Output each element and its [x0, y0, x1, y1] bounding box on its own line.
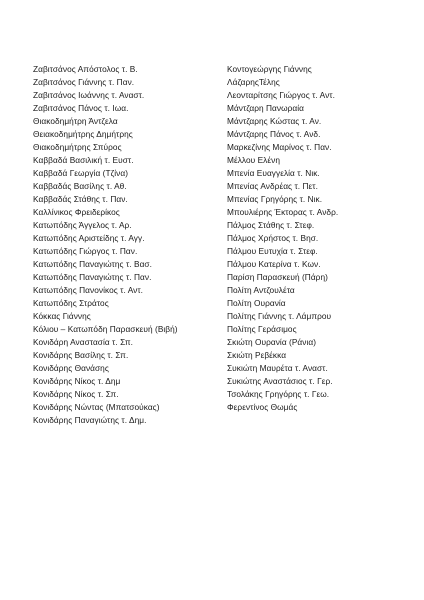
name-entry: Μέλλου Ελένη	[227, 155, 280, 165]
name-entry: Λεονταρίτσης Γιώργος τ. Αντ.	[227, 90, 335, 100]
name-entry: Θιακοδημήτρη Άντζελα	[33, 116, 118, 126]
name-entry: Κόκκας Γιάννης	[33, 311, 91, 321]
name-entry: Μπενίας Ανδρέας τ. Πετ.	[227, 181, 318, 191]
name-entry: Κατωπόδης Στράτος	[33, 298, 109, 308]
name-entry: Πολίτης Γεράσιμος	[227, 324, 297, 334]
name-entry: Κατωπόδης Πανονίκος τ. Αντ.	[33, 285, 144, 295]
name-entry: Κονιδάρης Θανάσης	[33, 363, 109, 373]
name-entry: Μαρκεζίνης Μαρίνος τ. Παν.	[227, 142, 332, 152]
name-entry: Κονιδάρης Νίκος τ. Δημ	[33, 376, 121, 386]
name-entry: Κονιδάρης Βασίλης τ. Σπ.	[33, 350, 129, 360]
name-entry: Κατωπόδης Άγγελος τ. Αρ.	[33, 220, 132, 230]
names-list-right	[227, 63, 417, 414]
names-list-left	[33, 63, 223, 427]
name-entry: Μπενία Ευαγγελία τ. Νικ.	[227, 168, 320, 178]
name-entry: Σκιώτη Ουρανία (Ράνια)	[227, 337, 317, 347]
name-entry: Ζαβιτσάνος Πάνος τ. Ιωα.	[33, 103, 129, 113]
name-entry: Κονιδάρης Νώντας (Μπατσούκας)	[33, 402, 160, 412]
name-entry: Πολίτη Αντζουλέτα	[227, 285, 295, 295]
name-entry: Μάντζαρη Πανωραία	[227, 103, 304, 113]
name-entry: Πολίτης Γιάννης τ. Λάμπρου	[227, 311, 332, 321]
name-entry: Κατωπόδης Αριστείδης τ. Αγγ.	[33, 233, 145, 243]
name-entry: Μπενίας Γρηγόρης τ. Νικ.	[227, 194, 323, 204]
name-entry: Κατωπόδης Παναγιώτης τ. Παν.	[33, 272, 152, 282]
name-entry: Καββαδάς Στάθης τ. Παν.	[33, 194, 128, 204]
name-entry: Φερεντίνος Θωμάς	[227, 402, 298, 412]
name-entry: Μπουλιέρης Έκτορας τ. Ανδρ.	[227, 207, 339, 217]
name-entry: Κατωπόδης Παναγιώτης τ. Βασ.	[33, 259, 152, 269]
name-entry: Κονιδάρη Αναστασία τ. Σπ.	[33, 337, 134, 347]
name-entry: Θιακοδημήτρης Σπύρος	[33, 142, 122, 152]
name-entry: Κονιδάρης Παναγιώτης τ. Δημ.	[33, 415, 147, 425]
name-entry: Κόλιου – Κατωπόδη Παρασκευή (Βιβή)	[33, 324, 178, 334]
name-entry: Μάντζαρης Κώστας τ. Αν.	[227, 116, 322, 126]
name-entry: Κοντογεώργης Γιάννης	[227, 64, 312, 74]
name-entry: Πάλμου Ευτυχία τ. Στεφ.	[227, 246, 318, 256]
name-entry: Καββαδά Βασιλική τ. Ευστ.	[33, 155, 134, 165]
name-entry: Σκιώτη Ρεβέκκα	[227, 350, 287, 360]
name-entry: Συκιώτης Αναστάσιος τ. Γερ.	[227, 376, 333, 386]
name-entry: Θειακοδημήτρης Δημήτρης	[33, 129, 133, 139]
name-entry: Συκιώτη Μαυρέτα τ. Αναστ.	[227, 363, 328, 373]
name-entry: Καββαδάς Βασίλης τ. Αθ.	[33, 181, 127, 191]
name-entry: Μάντζαρης Πάνος τ. Ανδ.	[227, 129, 321, 139]
name-entry: Κατωπόδης Γιώργος τ. Παν.	[33, 246, 138, 256]
name-entry: Ζαβιτσάνος Ιωάννης τ. Αναστ.	[33, 90, 145, 100]
name-entry: ΛάζαρηςΤέλης	[227, 77, 280, 87]
name-entry: Καλλίνικος Φρειδερίκος	[33, 207, 120, 217]
name-entry: Πάλμου Κατερίνα τ. Κων.	[227, 259, 321, 269]
name-entry: Πάλμος Χρήστος τ. Βησ.	[227, 233, 319, 243]
name-entry: Καββαδά Γεωργία (Τζίνα)	[33, 168, 129, 178]
name-entry: Παρίση Παρασκευή (Πάρη)	[227, 272, 328, 282]
name-entry: Πολίτη Ουρανία	[227, 298, 286, 308]
name-entry: Κονιδάρης Νίκος τ. Σπ.	[33, 389, 119, 399]
name-entry: Πάλμος Στάθης τ. Στεφ.	[227, 220, 315, 230]
name-entry: Τσολάκης Γρηγόρης τ. Γεω.	[227, 389, 330, 399]
name-entry: Ζαβιτσάνος Απόστολος τ. Β.	[33, 64, 138, 74]
name-entry: Ζαβιτσάνος Γιάννης τ. Παν.	[33, 77, 135, 87]
